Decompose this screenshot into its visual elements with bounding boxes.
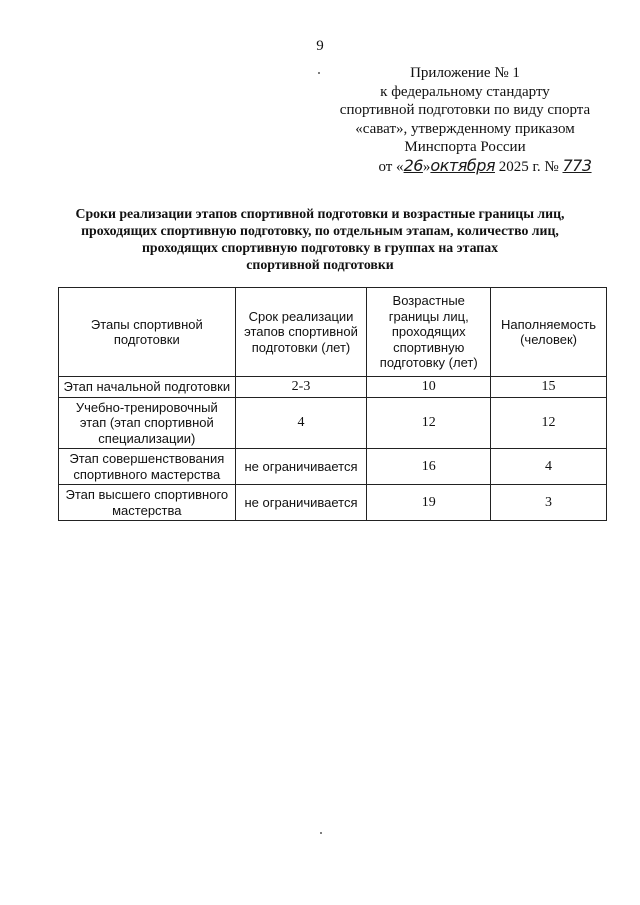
date-year: 2025 г. № (498, 158, 559, 175)
stages-table (58, 287, 607, 521)
appendix-line-5: Минспорта России (404, 139, 526, 155)
cell-stage: Этап совершенствования спортивного мастерства (59, 449, 236, 485)
cell-stage: Этап высшего спортивного мастерства (59, 485, 236, 521)
table-row (59, 449, 607, 485)
cell-age: 10 (367, 377, 491, 398)
scan-speck (320, 832, 322, 834)
cell-occupancy: 15 (491, 377, 607, 398)
cell-stage: Этап начальной подготовки (59, 377, 236, 398)
appendix-line-2: к федеральному стандарту (380, 83, 550, 100)
title-line-3: проходящих спортивную подготовку в группах на этапах (141, 240, 499, 255)
cell-age: 16 (367, 449, 491, 485)
cell-duration: 2-3 (235, 377, 367, 398)
header-duration: Срок реализации этапов спортивной подготовки (лет) (235, 288, 367, 377)
table-row (59, 377, 607, 398)
date-prefix: от « (378, 158, 404, 175)
appendix-line-3: спортивной подготовки по виду спорта (339, 102, 591, 118)
date-mid: » (422, 158, 431, 175)
appendix-line-4: «сават», утвержденному приказом (355, 120, 575, 137)
cell-occupancy: 4 (491, 449, 607, 485)
cell-duration: не ограничивается (235, 449, 367, 485)
cell-age: 19 (367, 485, 491, 521)
appendix-header (300, 64, 630, 176)
title-line-1: Сроки реализации этапов спортивной подготовки и возрастные границы лиц, (75, 206, 565, 221)
appendix-date-line (340, 157, 630, 177)
appendix-line-1: Приложение № 1 (410, 65, 520, 81)
title-line-4: спортивной подготовки (246, 257, 394, 272)
table-header-row (59, 288, 607, 377)
cell-stage: Учебно-тренировочный этап (этап спортивной специализации) (59, 397, 236, 449)
document-title (40, 205, 600, 273)
cell-occupancy: 12 (491, 397, 607, 449)
header-age: Возрастные границы лиц, проходящих спортивную подготовку (лет) (367, 288, 491, 377)
scan-speck (318, 72, 320, 74)
cell-duration: 4 (235, 397, 367, 449)
title-line-2: проходящих спортивную подготовку, по отдельным этапам, количество лиц, (81, 223, 559, 238)
page-number: 9 (316, 38, 324, 54)
date-month: октября (430, 155, 495, 175)
cell-age: 12 (367, 397, 491, 449)
header-occupancy: Наполняемость (человек) (491, 288, 607, 377)
table-row (59, 397, 607, 449)
header-stage: Этапы спортивной подготовки (59, 288, 236, 377)
table-row (59, 485, 607, 521)
cell-occupancy: 3 (491, 485, 607, 521)
date-day: 26 (403, 155, 423, 175)
order-number: 773 (562, 155, 592, 175)
cell-duration: не ограничивается (235, 485, 367, 521)
